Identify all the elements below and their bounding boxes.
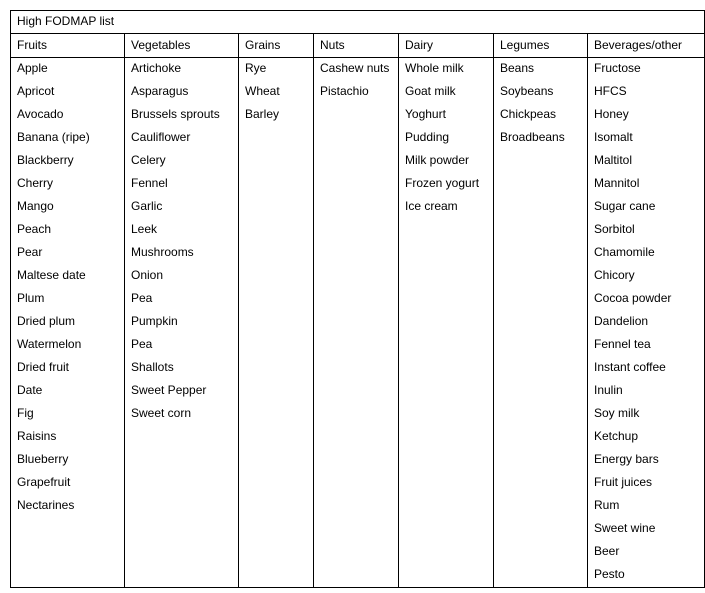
list-item: Honey	[594, 107, 629, 121]
list-item: Inulin	[594, 383, 623, 397]
list-item: Blueberry	[17, 452, 69, 466]
list-item: HFCS	[594, 84, 627, 98]
column-items-grains	[245, 61, 280, 130]
list-item: Rye	[245, 61, 267, 75]
list-item: Isomalt	[594, 130, 633, 144]
list-item: Maltese date	[17, 268, 86, 282]
list-item: Milk powder	[405, 153, 470, 167]
list-item: Date	[17, 383, 43, 397]
list-item: Cauliflower	[131, 130, 191, 144]
column-items-nuts	[320, 61, 389, 107]
list-item: Asparagus	[131, 84, 189, 98]
list-item: Sorbitol	[594, 222, 635, 236]
column-header-nuts: Nuts	[320, 38, 345, 52]
list-item: Plum	[17, 291, 45, 305]
column-header-beverages-other: Beverages/other	[594, 38, 683, 52]
list-item: Pudding	[405, 130, 450, 144]
list-item: Soybeans	[500, 84, 554, 98]
list-item: Apricot	[17, 84, 55, 98]
list-item: Pistachio	[320, 84, 369, 98]
column-items-fruits	[17, 61, 90, 521]
list-item: Ice cream	[405, 199, 458, 213]
column-grains	[238, 34, 313, 587]
list-item: Sweet corn	[131, 406, 192, 420]
list-item: Grapefruit	[17, 475, 71, 489]
list-item: Chamomile	[594, 245, 655, 259]
list-item: Pea	[131, 291, 153, 305]
list-item: Wheat	[245, 84, 280, 98]
column-nuts	[313, 34, 398, 587]
list-item: Dandelion	[594, 314, 649, 328]
list-item: Leek	[131, 222, 158, 236]
list-item: Fennel	[131, 176, 168, 190]
list-item: Instant coffee	[594, 360, 666, 374]
list-item: Mannitol	[594, 176, 640, 190]
list-item: Apple	[17, 61, 48, 75]
column-header-legumes: Legumes	[500, 38, 550, 52]
list-item: Ketchup	[594, 429, 639, 443]
list-item: Pesto	[594, 567, 625, 581]
column-items-legumes	[500, 61, 565, 153]
list-item: Dried fruit	[17, 360, 70, 374]
column-dairy	[398, 34, 493, 587]
column-legumes	[493, 34, 587, 587]
list-item: Pear	[17, 245, 43, 259]
column-items-vegetables	[131, 61, 220, 429]
column-header-dairy: Dairy	[405, 38, 434, 52]
list-item: Avocado	[17, 107, 64, 121]
list-item: Sweet Pepper	[131, 383, 207, 397]
list-item: Mango	[17, 199, 54, 213]
list-item: Garlic	[131, 199, 163, 213]
list-item: Broadbeans	[500, 130, 565, 144]
list-item: Whole milk	[405, 61, 464, 75]
fodmap-table	[10, 10, 705, 588]
column-items-beverages-other	[594, 61, 671, 590]
list-item: Cherry	[17, 176, 54, 190]
list-item: Energy bars	[594, 452, 659, 466]
list-item: Nectarines	[17, 498, 75, 512]
list-item: Beer	[594, 544, 620, 558]
list-item: Celery	[131, 153, 166, 167]
column-vegetables	[124, 34, 238, 587]
list-item: Brussels sprouts	[131, 107, 220, 121]
column-fruits	[11, 34, 124, 587]
list-item: Fennel tea	[594, 337, 651, 351]
list-item: Mushrooms	[131, 245, 194, 259]
list-item: Artichoke	[131, 61, 182, 75]
list-item: Chicory	[594, 268, 635, 282]
table-title: High FODMAP list	[17, 14, 115, 28]
list-item: Chickpeas	[500, 107, 557, 121]
list-item: Raisins	[17, 429, 57, 443]
list-item: Beans	[500, 61, 535, 75]
list-item: Cashew nuts	[320, 61, 390, 75]
column-header-fruits: Fruits	[17, 38, 47, 52]
list-item: Yoghurt	[405, 107, 446, 121]
list-item: Blackberry	[17, 153, 74, 167]
column-header-vegetables: Vegetables	[131, 38, 191, 52]
list-item: Goat milk	[405, 84, 456, 98]
column-header-grains: Grains	[245, 38, 281, 52]
column-items-dairy	[405, 61, 479, 222]
table-title-row	[11, 11, 704, 34]
list-item: Fig	[17, 406, 34, 420]
list-item: Barley	[245, 107, 280, 121]
list-item: Dried plum	[17, 314, 76, 328]
list-item: Sweet wine	[594, 521, 656, 535]
list-item: Watermelon	[17, 337, 82, 351]
list-item: Onion	[131, 268, 164, 282]
list-item: Banana (ripe)	[17, 130, 90, 144]
list-item: Cocoa powder	[594, 291, 672, 305]
list-item: Maltitol	[594, 153, 633, 167]
list-item: Fructose	[594, 61, 641, 75]
list-item: Soy milk	[594, 406, 640, 420]
list-item: Peach	[17, 222, 52, 236]
column-beverages-other	[587, 34, 704, 587]
list-item: Pea	[131, 337, 153, 351]
list-item: Pumpkin	[131, 314, 178, 328]
list-item: Frozen yogurt	[405, 176, 480, 190]
list-item: Rum	[594, 498, 620, 512]
list-item: Shallots	[131, 360, 174, 374]
list-item: Fruit juices	[594, 475, 653, 489]
list-item: Sugar cane	[594, 199, 656, 213]
